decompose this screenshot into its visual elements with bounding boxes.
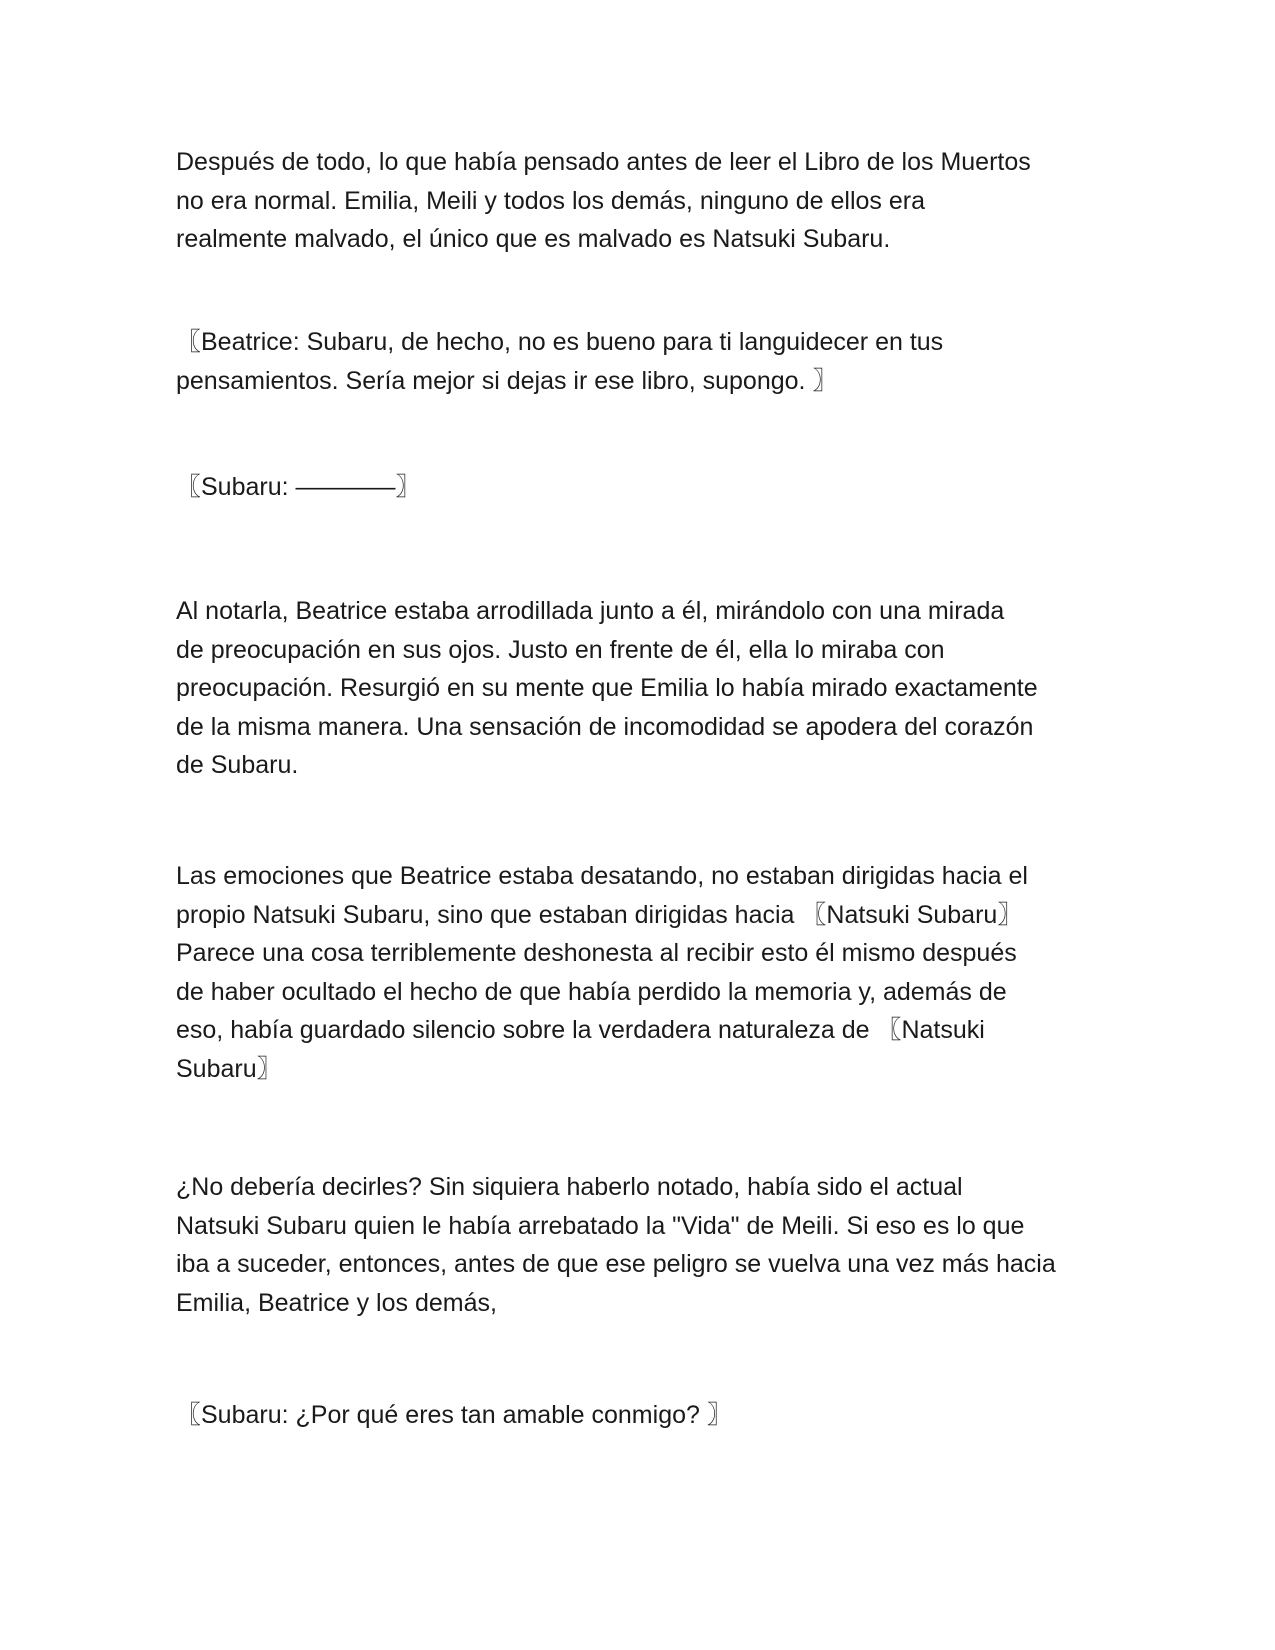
text-line: Después de todo, lo que había pensado antes de leer el Libro de los Muertos [176, 148, 1031, 176]
text-line: propio Natsuki Subaru, sino que estaban dirigidas hacia 〖Natsuki Subaru〗 [176, 900, 1023, 929]
text-line: Al notarla, Beatrice estaba arrodillada junto a él, mirándolo con una mirada [176, 597, 1005, 625]
paragraph-dialogue-subaru-silence [176, 468, 1106, 507]
text-line: 〖Subaru: ————〗 [176, 473, 421, 501]
text-line: iba a suceder, entonces, antes de que ese peligro se vuelva una vez más hacia [176, 1250, 1056, 1278]
paragraph-dialogue-subaru-question [176, 1396, 1106, 1435]
paragraph-narration [176, 143, 1106, 259]
text-line: de la misma manera. Una sensación de incomodidad se apodera del corazón [176, 712, 1034, 741]
text-line: Las emociones que Beatrice estaba desatando, no estaban dirigidas hacia el [176, 862, 1028, 890]
text-line: realmente malvado, el único que es malvado es Natsuki Subaru. [176, 225, 891, 253]
text-line: no era normal. Emilia, Meili y todos los demás, ninguno de ellos era [176, 186, 925, 215]
text-line: Natsuki Subaru quien le había arrebatado la "Vida" de Meili. Si eso es lo que [176, 1211, 1025, 1240]
text-line: ¿No debería decirles? Sin siquiera haberlo notado, había sido el actual [176, 1173, 963, 1201]
text-line: Subaru〗 [176, 1054, 282, 1083]
text-line: pensamientos. Sería mejor si dejas ir ese libro, supongo. 〗 [176, 366, 838, 395]
text-line: 〖Beatrice: Subaru, de hecho, no es bueno para ti languidecer en tus [176, 328, 944, 356]
paragraph-narration [176, 857, 1106, 1088]
text-line: eso, había guardado silencio sobre la verdadera naturaleza de 〖Natsuki [176, 1016, 985, 1044]
text-line: preocupación. Resurgió en su mente que Emilia lo había mirado exactamente [176, 674, 1038, 702]
text-line: Emilia, Beatrice y los demás, [176, 1288, 497, 1317]
paragraph-narration [176, 1168, 1106, 1322]
text-line: 〖Subaru: ¿Por qué eres tan amable conmigo? 〗 [176, 1401, 732, 1429]
text-line: de haber ocultado el hecho de que había perdido la memoria y, además de [176, 977, 1007, 1006]
text-line: de Subaru. [176, 751, 299, 779]
text-line: Parece una cosa terriblemente deshonesta al recibir esto él mismo después [176, 939, 1017, 967]
paragraph-narration [176, 592, 1106, 785]
paragraph-dialogue-beatrice [176, 323, 1106, 400]
text-line: de preocupación en sus ojos. Justo en frente de él, ella lo miraba con [176, 635, 945, 664]
